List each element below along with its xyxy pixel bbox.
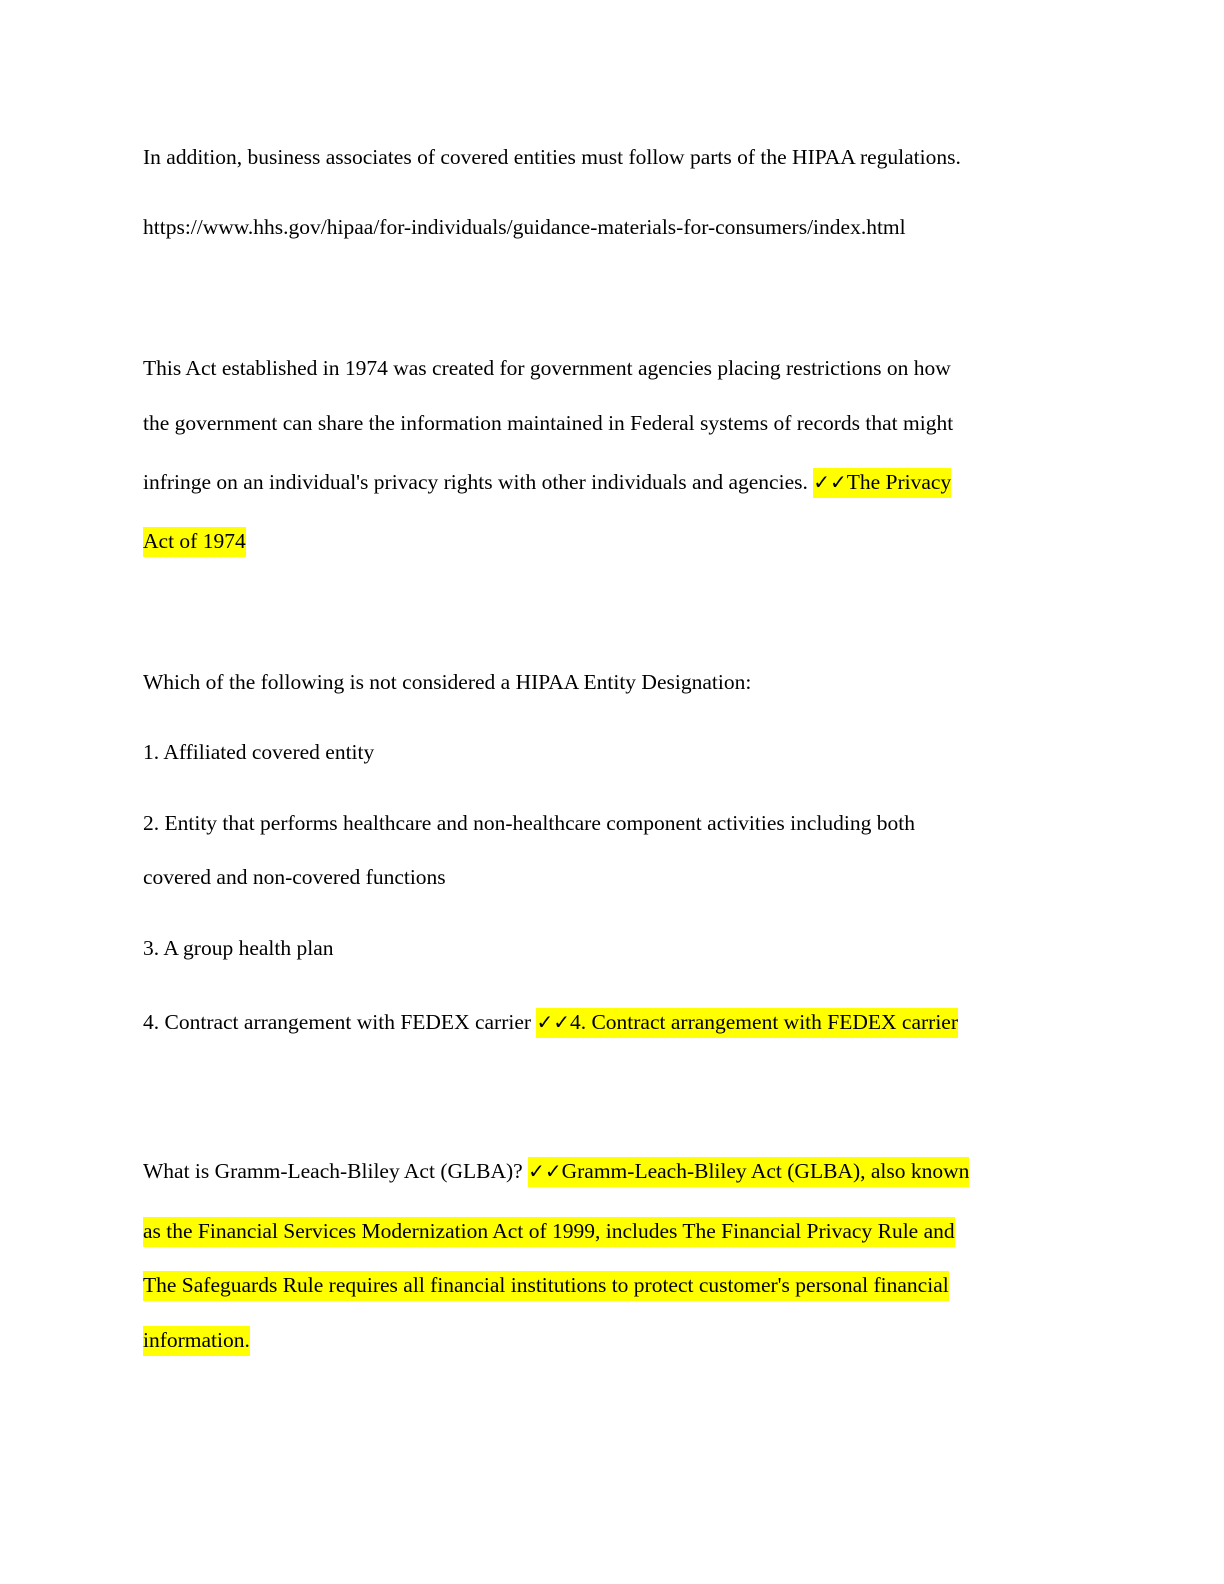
glba-answer-continued-4: information. bbox=[143, 1326, 250, 1356]
entity-answer-highlight bbox=[536, 1008, 958, 1038]
glba-question: What is Gramm-Leach-Bliley Act (GLBA)? bbox=[143, 1159, 529, 1183]
hhs-url-text: https://www.hhs.gov/hipaa/for-individuals/guidance-materials-for-consumers/index.html bbox=[143, 215, 906, 239]
privacy-act-question-line-2: the government can share the information maintained in Federal systems of records that might bbox=[143, 411, 954, 435]
privacy-act-answer-text: The Privacy bbox=[846, 470, 952, 494]
glba-answer-text: Gramm-Leach-Bliley Act (GLBA), also known bbox=[561, 1159, 970, 1183]
privacy-act-question-line-1: This Act established in 1974 was created for government agencies placing restrictions on how bbox=[143, 356, 951, 380]
privacy-act-answer-highlight bbox=[813, 468, 951, 498]
option-3: 3. A group health plan bbox=[143, 936, 334, 960]
option-2-line-1: 2. Entity that performs healthcare and non-healthcare component activities including both bbox=[143, 811, 915, 835]
glba-answer-highlight bbox=[528, 1157, 969, 1187]
option-4: 4. Contract arrangement with FEDEX carrier bbox=[143, 1010, 537, 1034]
glba-answer-continued-3: The Safeguards Rule requires all financial institutions to protect customer's personal financial bbox=[143, 1271, 949, 1301]
glba-answer-line-3 bbox=[143, 1271, 949, 1299]
hipaa-entity-question: Which of the following is not considered a HIPAA Entity Designation: bbox=[143, 670, 752, 694]
privacy-act-question-text: infringe on an individual's privacy rights with other individuals and agencies. bbox=[143, 470, 814, 494]
privacy-act-question-line-3 bbox=[143, 468, 951, 496]
privacy-act-answer-line-2 bbox=[143, 527, 246, 555]
checkmark-icon: ✓✓ bbox=[528, 1159, 562, 1183]
option-1: 1. Affiliated covered entity bbox=[143, 740, 375, 764]
glba-answer-line-4 bbox=[143, 1326, 250, 1354]
privacy-act-answer-continued: Act of 1974 bbox=[143, 527, 246, 557]
glba-answer-continued-2: as the Financial Services Modernization Act of 1999, includes The Financial Privacy Rule and bbox=[143, 1217, 955, 1247]
option-4-line bbox=[143, 1008, 958, 1036]
glba-question-line bbox=[143, 1157, 969, 1185]
entity-answer-text: 4. Contract arrangement with FEDEX carrier bbox=[569, 1010, 959, 1034]
checkmark-icon: ✓✓ bbox=[813, 470, 847, 494]
paragraph-hipaa-business-associates: In addition, business associates of covered entities must follow parts of the HIPAA regulations. bbox=[143, 145, 961, 169]
option-2-line-2: covered and non-covered functions bbox=[143, 865, 446, 889]
glba-answer-line-2 bbox=[143, 1217, 955, 1245]
checkmark-icon: ✓✓ bbox=[536, 1010, 570, 1034]
